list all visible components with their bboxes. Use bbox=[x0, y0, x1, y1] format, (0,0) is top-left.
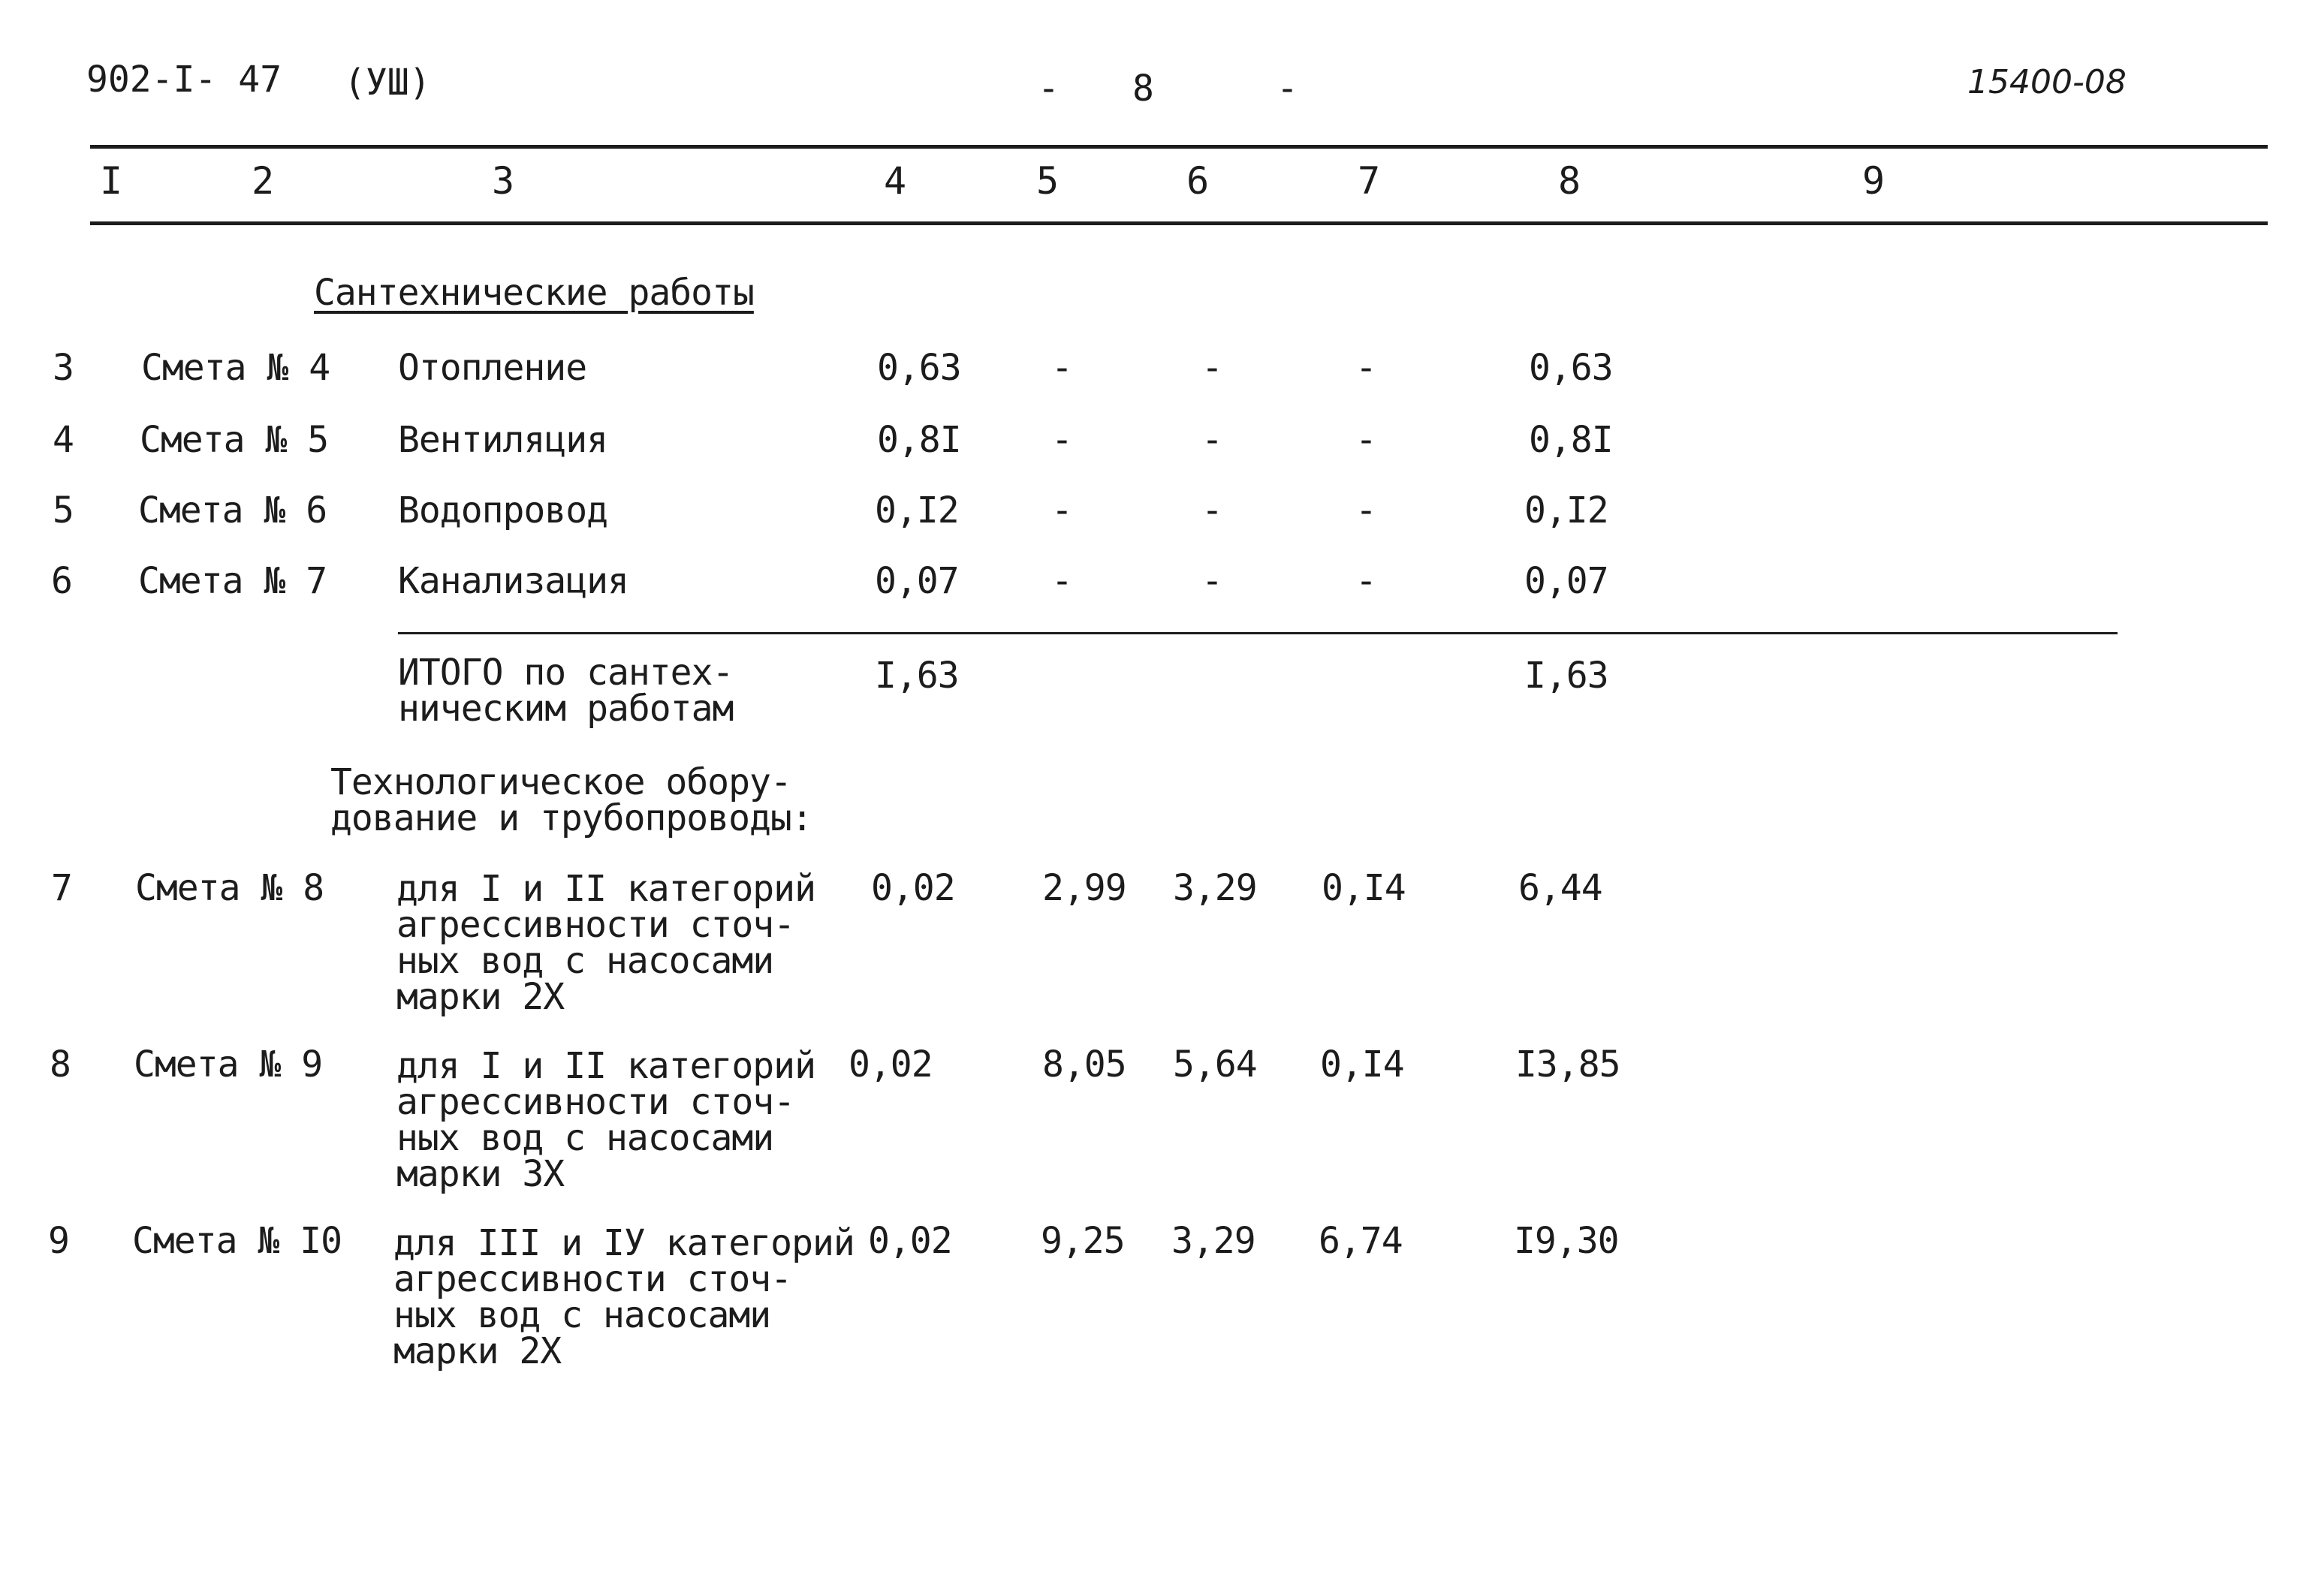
work-name bbox=[396, 1045, 815, 1195]
cell-col5: 2,99 bbox=[1042, 867, 1126, 909]
cell-col6: 3,29 bbox=[1171, 1220, 1255, 1262]
cell-col6: - bbox=[1201, 347, 1222, 389]
cell-col4: 0,02 bbox=[868, 1220, 952, 1262]
volume-label: (УШ) bbox=[344, 62, 431, 104]
estimate-ref: Смета № I0 bbox=[132, 1220, 342, 1262]
estimate-ref: Смета № 4 bbox=[141, 347, 330, 389]
cell-col6: - bbox=[1201, 489, 1222, 531]
cell-col5: - bbox=[1051, 347, 1072, 389]
row-number: 4 bbox=[53, 419, 74, 461]
row-number: 7 bbox=[51, 867, 72, 909]
estimate-ref: Смета № 8 bbox=[135, 867, 324, 909]
cell-col7: 0,I4 bbox=[1322, 867, 1406, 909]
page-dash-left: - bbox=[1038, 68, 1060, 110]
column-number: 9 bbox=[1862, 159, 1885, 203]
work-name-line: марки 3Х bbox=[396, 1153, 565, 1195]
total-col8: I,63 bbox=[1524, 655, 1608, 697]
cell-col4: 0,07 bbox=[875, 560, 959, 602]
work-name: Канализация bbox=[398, 560, 628, 602]
column-number: 8 bbox=[1558, 159, 1581, 203]
work-name-line: марки 2Х bbox=[396, 976, 565, 1018]
section-title-equipment bbox=[330, 761, 812, 839]
row-number: 5 bbox=[53, 489, 74, 531]
work-name-line: марки 2Х bbox=[393, 1330, 562, 1372]
cell-col6: 3,29 bbox=[1173, 867, 1257, 909]
cell-col7: - bbox=[1355, 489, 1376, 531]
work-name-line: агрессивности сточ- bbox=[393, 1258, 792, 1300]
work-name-line: для I и II категорий bbox=[396, 1045, 815, 1087]
cell-col6: - bbox=[1201, 560, 1222, 602]
section-title-line: дование и трубопроводы: bbox=[330, 797, 812, 839]
cell-col6: 5,64 bbox=[1173, 1043, 1257, 1086]
work-name-line: для III и IУ категорий bbox=[393, 1222, 855, 1264]
total-label-line: ническим работам bbox=[398, 688, 734, 730]
cell-col7: - bbox=[1355, 347, 1376, 389]
row-number: 8 bbox=[50, 1043, 71, 1086]
row-number: 9 bbox=[48, 1220, 69, 1262]
page-dash-right: - bbox=[1277, 68, 1298, 110]
work-name: Водопровод bbox=[398, 489, 607, 531]
document-stamp: 15400-08 bbox=[1967, 63, 2127, 101]
estimate-ref: Смета № 5 bbox=[140, 419, 329, 461]
work-name: Отопление bbox=[398, 347, 587, 389]
row-number: 3 bbox=[53, 347, 74, 389]
subtotal-rule bbox=[398, 632, 2118, 634]
cell-col7: - bbox=[1355, 419, 1376, 461]
cell-col4: 0,8I bbox=[877, 419, 961, 461]
column-number: 4 bbox=[884, 159, 907, 203]
cell-col8: 0,63 bbox=[1529, 347, 1613, 389]
cell-col5: - bbox=[1051, 489, 1072, 531]
column-number: 6 bbox=[1186, 159, 1210, 203]
cell-col8: 0,8I bbox=[1529, 419, 1613, 461]
cell-col5: - bbox=[1051, 560, 1072, 602]
work-name-line: ных вод с насосами bbox=[396, 1117, 774, 1159]
header-bottom-rule bbox=[90, 221, 2268, 225]
doc-code: 902-I- 47 bbox=[86, 59, 282, 101]
cell-col4: 0,I2 bbox=[875, 489, 959, 531]
cell-col7: 6,74 bbox=[1319, 1220, 1403, 1262]
cell-col8: I9,30 bbox=[1514, 1220, 1619, 1262]
work-name: Вентиляция bbox=[398, 419, 607, 461]
work-name bbox=[393, 1222, 855, 1372]
section-title-line: Технологическое обору- bbox=[330, 761, 791, 803]
total-label bbox=[398, 652, 734, 730]
header-top-rule bbox=[90, 145, 2268, 149]
work-name-line: агрессивности сточ- bbox=[396, 904, 795, 946]
total-col4: I,63 bbox=[875, 655, 959, 697]
total-label-line: ИТОГО по сантех- bbox=[398, 652, 734, 694]
column-number: 3 bbox=[492, 159, 515, 203]
work-name-line: ных вод с насосами bbox=[396, 940, 774, 982]
page-number: 8 bbox=[1132, 68, 1154, 110]
cell-col5: - bbox=[1051, 419, 1072, 461]
cell-col6: - bbox=[1201, 419, 1222, 461]
work-name bbox=[396, 868, 815, 1018]
cell-col8: I3,85 bbox=[1515, 1043, 1620, 1086]
column-number: 2 bbox=[252, 159, 275, 203]
work-name-line: агрессивности сточ- bbox=[396, 1081, 795, 1123]
column-number: 7 bbox=[1358, 159, 1381, 203]
section-title-plumbing: Сантехнические работы bbox=[314, 272, 754, 314]
cell-col4: 0,02 bbox=[849, 1043, 933, 1086]
cell-col8: 0,I2 bbox=[1524, 489, 1608, 531]
work-name-line: для I и II категорий bbox=[396, 868, 815, 910]
cell-col8: 6,44 bbox=[1518, 867, 1602, 909]
cell-col4: 0,02 bbox=[871, 867, 955, 909]
column-number: I bbox=[100, 159, 123, 203]
work-name-line: ных вод с насосами bbox=[393, 1294, 771, 1336]
row-number: 6 bbox=[51, 560, 72, 602]
column-number: 5 bbox=[1036, 159, 1060, 203]
cell-col7: 0,I4 bbox=[1320, 1043, 1404, 1086]
estimate-ref: Смета № 9 bbox=[134, 1043, 323, 1086]
cell-col4: 0,63 bbox=[877, 347, 961, 389]
estimate-ref: Смета № 6 bbox=[138, 489, 327, 531]
estimate-ref: Смета № 7 bbox=[138, 560, 327, 602]
cell-col8: 0,07 bbox=[1524, 560, 1608, 602]
cell-col5: 9,25 bbox=[1041, 1220, 1125, 1262]
cell-col7: - bbox=[1355, 560, 1376, 602]
cell-col5: 8,05 bbox=[1042, 1043, 1126, 1086]
